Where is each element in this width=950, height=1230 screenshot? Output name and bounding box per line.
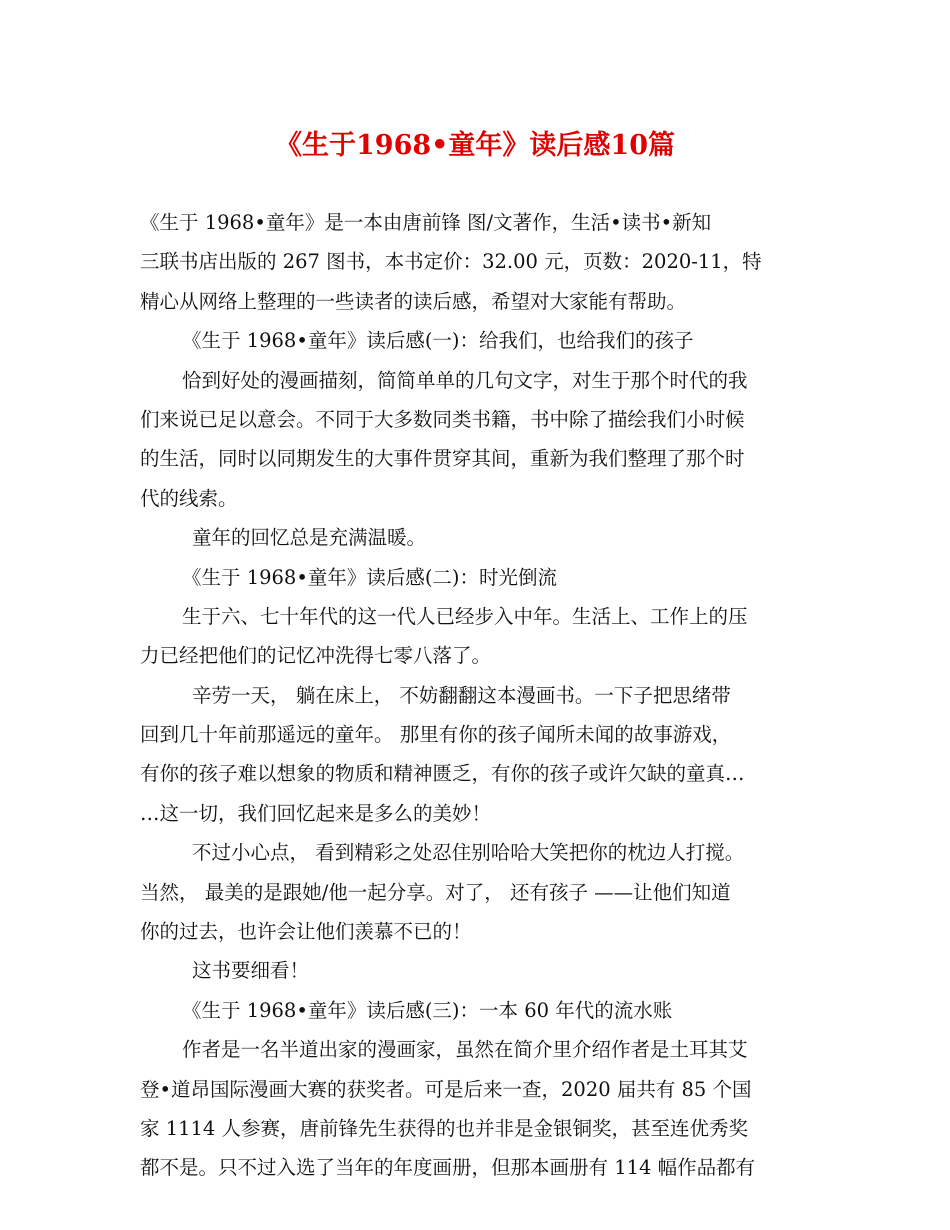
paragraph-line: 你的过去，也许会让他们羡慕不已的！ (140, 920, 472, 944)
paragraph-line: 的生活，同时以同期发生的大事件贯穿其间，重新为我们整理了那个时 (140, 447, 745, 471)
paragraph-line: 三联书店出版的 267 图书，本书定价：32.00 元，页数：2020-11，特 (140, 250, 762, 274)
paragraph-line: 力已经把他们的记忆冲洗得七零八落了。 (140, 644, 492, 668)
paragraph-line: 精心从网络上整理的一些读者的读后感，希望对大家能有帮助。 (140, 289, 687, 313)
section-heading: 《生于 1968•童年》读后感(一)：给我们，也给我们的孩子 (182, 329, 694, 353)
paragraph-line: 生于六、七十年代的这一代人已经步入中年。生活上、工作上的压 (182, 604, 748, 628)
paragraph-line: …这一切，我们回忆起来是多么的美妙！ (140, 801, 492, 825)
paragraph-line: 登•道昂国际漫画大赛的获奖者。可是后来一查，2020 届共有 85 个国 (140, 1077, 752, 1101)
document-body (140, 203, 815, 1188)
paragraph-line: 《生于 1968•童年》是一本由唐前锋 图/文著作，生活•读书•新知 (140, 211, 712, 234)
paragraph-line: 回到几十年前那遥远的童年。 那里有你的孩子闻所未闻的故事游戏， (140, 723, 732, 747)
paragraph-line: 恰到好处的漫画描刻，简简单单的几句文字，对生于那个时代的我 (182, 368, 748, 392)
paragraph-line: 童年的回忆总是充满温暖。 (192, 526, 427, 550)
paragraph-line: 辛劳一天， 躺在床上， 不妨翻翻这本漫画书。一下子把思绪带 (192, 683, 731, 707)
paragraph-line: 代的线索。 (140, 486, 238, 510)
paragraph-line: 这书要细看！ (192, 959, 310, 983)
paragraph-line: 有你的孩子难以想象的物质和精神匮乏，有你的孩子或许欠缺的童真… (140, 762, 745, 786)
section-heading: 《生于 1968•童年》读后感(二)：时光倒流 (182, 565, 558, 589)
document-title: 《生于1968•童年》读后感10篇 (275, 130, 675, 161)
paragraph-line: 都不是。只不过入选了当年的年度画册，但那本画册有 114 幅作品都有 (140, 1156, 756, 1180)
paragraph-line: 当然， 最美的是跟她/他一起分享。对了， 还有孩子 ——让他们知道 (140, 880, 731, 904)
section-heading: 《生于 1968•童年》读后感(三)：一本 60 年代的流水账 (182, 998, 673, 1022)
paragraph-line: 们来说已足以意会。不同于大多数同类书籍，书中除了描绘我们小时候 (140, 407, 745, 431)
paragraph-line: 不过小心点， 看到精彩之处忍住别哈哈大笑把你的枕边人打搅。 (192, 841, 745, 865)
paragraph-line: 作者是一名半道出家的漫画家，虽然在简介里介绍作者是土耳其艾 (182, 1038, 748, 1062)
paragraph-line: 家 1114 人参赛，唐前锋先生获得的也并非是金银铜奖，甚至连优秀奖 (140, 1116, 749, 1140)
